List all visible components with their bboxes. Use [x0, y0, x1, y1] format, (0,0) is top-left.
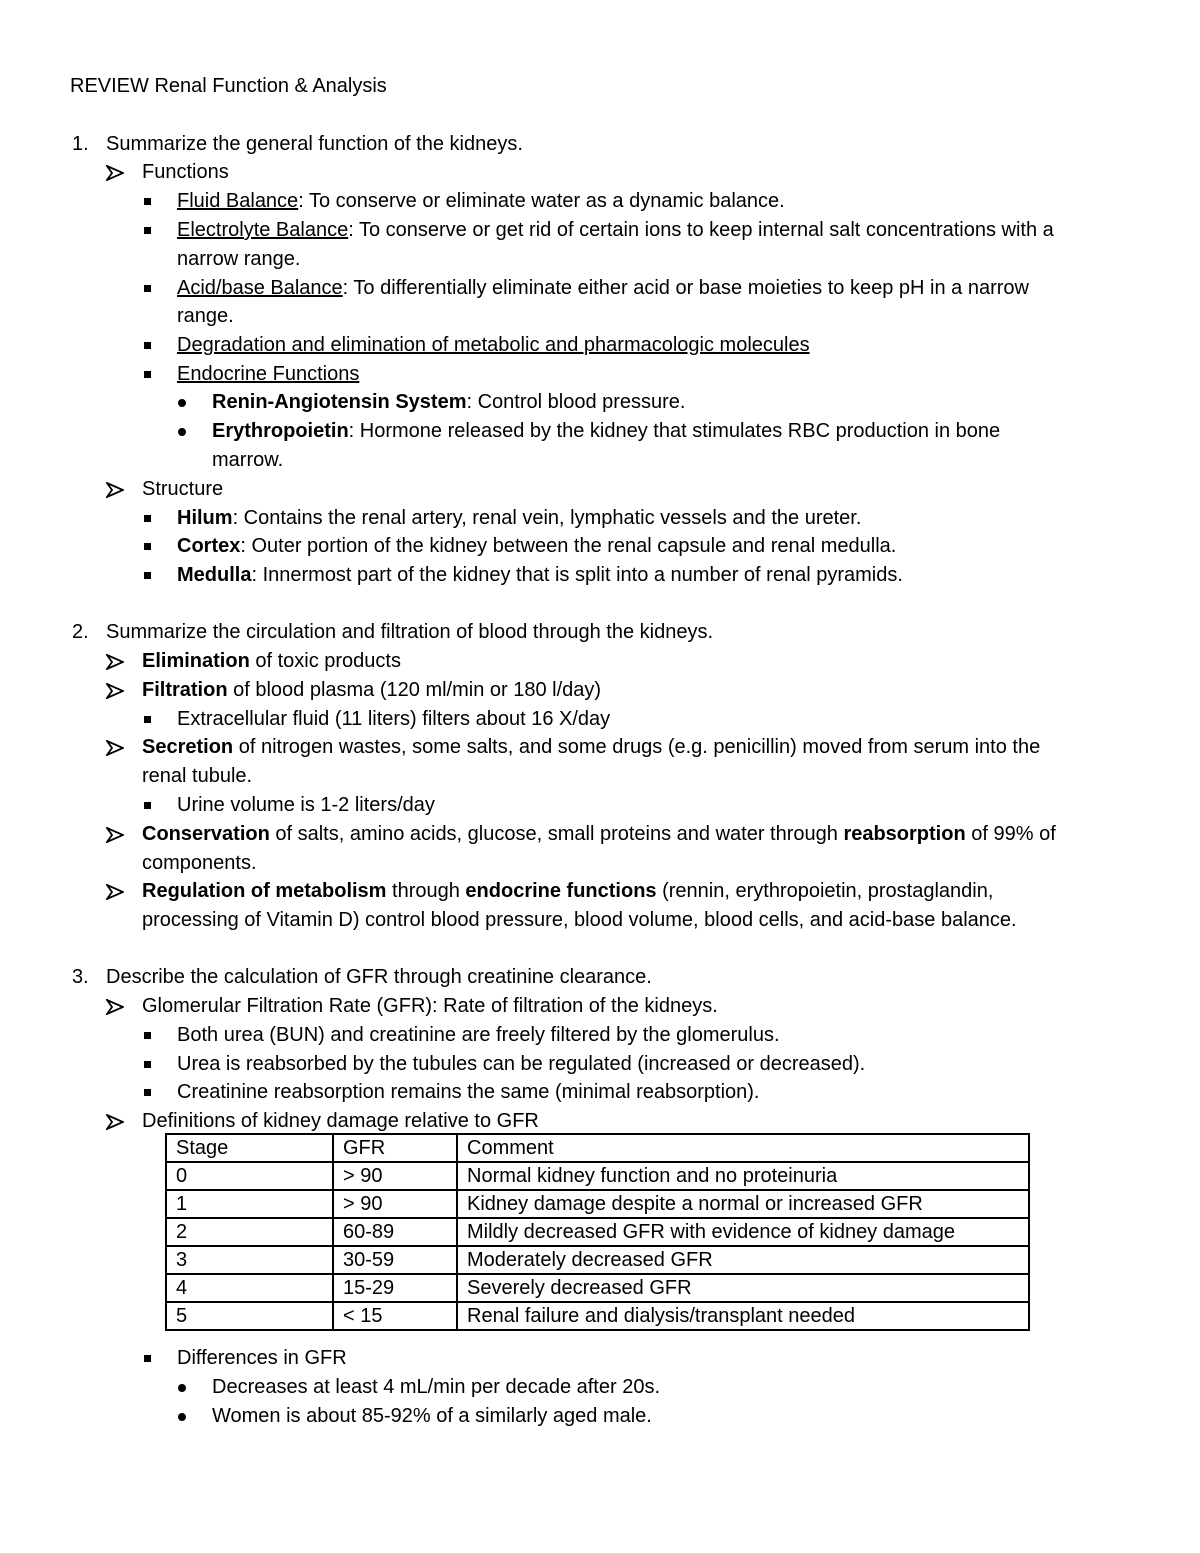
- acid-base-item: Acid/base Balance: To differentially eliminate either acid or base moieties to keep pH in a narrow: [177, 277, 1029, 299]
- arrow-bullet-icon: [106, 733, 126, 762]
- table-cell: Mildly decreased GFR with evidence of kidney damage: [457, 1218, 1029, 1246]
- square-bullet-icon: [142, 360, 154, 389]
- difference-item-1: Decreases at least 4 mL/min per decade after 20s.: [212, 1376, 661, 1398]
- arrow-bullet-icon: [106, 1107, 126, 1136]
- square-bullet-icon: [142, 705, 154, 734]
- round-bullet-icon: [177, 1373, 189, 1402]
- degradation-item: Degradation and elimination of metabolic and pharmacologic molecules: [177, 334, 810, 356]
- electrolyte-balance-item: Electrolyte Balance: To conserve or get rid of certain ions to keep internal salt concentrations with a: [177, 219, 1054, 241]
- arrow-bullet-icon: [106, 676, 126, 705]
- document-title: REVIEW Renal Function & Analysis: [70, 75, 387, 97]
- fluid-balance-item: Fluid Balance: To conserve or eliminate water as a dynamic balance.: [177, 190, 785, 212]
- table-row: [166, 1246, 1029, 1274]
- table-row: [166, 1162, 1029, 1190]
- hilum-item: Hilum: Contains the renal artery, renal vein, lymphatic vessels and the ureter.: [177, 507, 862, 529]
- regulation-item: Regulation of metabolism through endocrine functions (rennin, erythropoietin, prostaglandin,: [142, 880, 994, 902]
- electrolyte-balance-cont: narrow range.: [177, 248, 301, 270]
- functions-label: Functions: [142, 161, 229, 183]
- round-bullet-icon: [177, 417, 189, 446]
- square-bullet-icon: [142, 1078, 154, 1107]
- renin-item: Renin-Angiotensin System: Control blood pressure.: [212, 391, 686, 413]
- question-text: Summarize the circulation and filtration of blood through the kidneys.: [106, 621, 714, 643]
- secretion-item: Secretion of nitrogen wastes, some salts, and some drugs (e.g. penicillin) moved from serum into the: [142, 736, 1041, 758]
- square-bullet-icon: [142, 274, 154, 303]
- question-number: 2.: [72, 621, 89, 643]
- erythropoietin-item: Erythropoietin: Hormone released by the kidney that stimulates RBC production in bone: [212, 420, 1001, 442]
- table-cell: 4: [166, 1274, 333, 1302]
- table-cell: Normal kidney function and no proteinuria: [457, 1162, 1029, 1190]
- square-bullet-icon: [142, 1344, 154, 1373]
- table-cell: 2: [166, 1218, 333, 1246]
- table-row: [166, 1218, 1029, 1246]
- table-cell: Moderately decreased GFR: [457, 1246, 1029, 1274]
- table-cell: 3: [166, 1246, 333, 1274]
- arrow-bullet-icon: [106, 158, 126, 187]
- round-bullet-icon: [177, 1402, 189, 1431]
- urine-item: Urine volume is 1-2 liters/day: [177, 794, 435, 816]
- question-number: 1.: [72, 133, 89, 155]
- table-header: Stage: [166, 1134, 333, 1162]
- arrow-bullet-icon: [106, 877, 126, 906]
- arrow-bullet-icon: [106, 820, 126, 849]
- conservation-cont: components.: [142, 852, 257, 874]
- table-cell: 15-29: [333, 1274, 457, 1302]
- cortex-item: Cortex: Outer portion of the kidney between the renal capsule and renal medulla.: [177, 535, 897, 557]
- regulation-cont: processing of Vitamin D) control blood pressure, blood volume, blood cells, and acid-base balance.: [142, 909, 1017, 931]
- arrow-bullet-icon: [106, 647, 126, 676]
- table-cell: Severely decreased GFR: [457, 1274, 1029, 1302]
- acid-base-cont: range.: [177, 305, 234, 327]
- definitions-label: Definitions of kidney damage relative to GFR: [142, 1110, 539, 1132]
- square-bullet-icon: [142, 504, 154, 533]
- arrow-bullet-icon: [106, 475, 126, 504]
- table-cell: 0: [166, 1162, 333, 1190]
- table-header: Comment: [457, 1134, 1029, 1162]
- differences-label: Differences in GFR: [177, 1347, 347, 1369]
- gfr-definition: Glomerular Filtration Rate (GFR): Rate of filtration of the kidneys.: [142, 995, 718, 1017]
- table-cell: < 15: [333, 1302, 457, 1330]
- gfr-stage-table: [165, 1133, 1030, 1331]
- erythropoietin-cont: marrow.: [212, 449, 284, 471]
- square-bullet-icon: [142, 1021, 154, 1050]
- table-row: [166, 1302, 1029, 1330]
- table-cell: Renal failure and dialysis/transplant needed: [457, 1302, 1029, 1330]
- table-row: [166, 1190, 1029, 1218]
- structure-label: Structure: [142, 478, 224, 500]
- filtration-item: Filtration of blood plasma (120 ml/min or 180 l/day): [142, 679, 602, 701]
- table-header: GFR: [333, 1134, 457, 1162]
- ecf-item: Extracellular fluid (11 liters) filters about 16 X/day: [177, 708, 611, 730]
- round-bullet-icon: [177, 388, 189, 417]
- square-bullet-icon: [142, 532, 154, 561]
- square-bullet-icon: [142, 1050, 154, 1079]
- table-header-row: [166, 1134, 1029, 1162]
- square-bullet-icon: [142, 216, 154, 245]
- table-cell: > 90: [333, 1162, 457, 1190]
- table-row: [166, 1274, 1029, 1302]
- conservation-item: Conservation of salts, amino acids, glucose, small proteins and water through reabsorption of 99% of: [142, 823, 1056, 845]
- square-bullet-icon: [142, 561, 154, 590]
- table-cell: 60-89: [333, 1218, 457, 1246]
- square-bullet-icon: [142, 791, 154, 820]
- table-cell: 30-59: [333, 1246, 457, 1274]
- square-bullet-icon: [142, 331, 154, 360]
- question-number: 3.: [72, 966, 89, 988]
- secretion-cont: renal tubule.: [142, 765, 253, 787]
- medulla-item: Medulla: Innermost part of the kidney that is split into a number of renal pyramids.: [177, 564, 903, 586]
- elimination-item: Elimination of toxic products: [142, 650, 401, 672]
- question-text: Summarize the general function of the kidneys.: [106, 133, 523, 155]
- arrow-bullet-icon: [106, 992, 126, 1021]
- question-text: Describe the calculation of GFR through creatinine clearance.: [106, 966, 652, 988]
- square-bullet-icon: [142, 187, 154, 216]
- table-cell: Kidney damage despite a normal or increased GFR: [457, 1190, 1029, 1218]
- table-cell: 5: [166, 1302, 333, 1330]
- urea-item-1: Both urea (BUN) and creatinine are freely filtered by the glomerulus.: [177, 1024, 780, 1046]
- endocrine-item: Endocrine Functions: [177, 363, 360, 385]
- creatinine-item: Creatinine reabsorption remains the same (minimal reabsorption).: [177, 1081, 760, 1103]
- table-cell: > 90: [333, 1190, 457, 1218]
- table-cell: 1: [166, 1190, 333, 1218]
- urea-item-2: Urea is reabsorbed by the tubules can be regulated (increased or decreased).: [177, 1053, 866, 1075]
- difference-item-2: Women is about 85-92% of a similarly aged male.: [212, 1405, 652, 1427]
